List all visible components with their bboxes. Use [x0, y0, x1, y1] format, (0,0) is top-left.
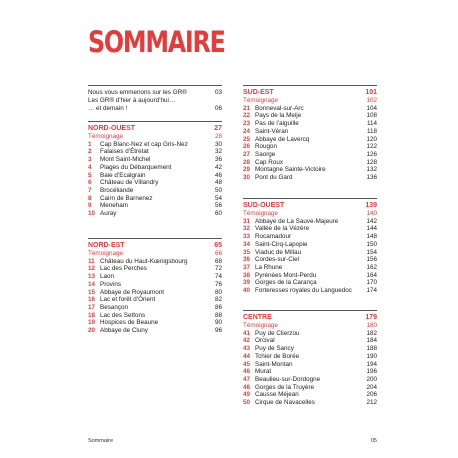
entry-label: Cairn de Barnenez: [100, 194, 153, 202]
temoignage-label: Témoignage: [243, 97, 279, 104]
entry-page: 30: [214, 140, 222, 148]
entry-page: 68: [214, 257, 222, 265]
entry-number: 40: [243, 287, 251, 295]
entry-page: 126: [366, 150, 377, 158]
toc-entry[interactable]: [243, 376, 377, 384]
entry-page: 190: [366, 352, 377, 360]
entry-page: 212: [366, 399, 377, 407]
intro-line[interactable]: … et demain ! 06: [88, 104, 222, 112]
entry-page: 36: [214, 156, 222, 164]
page-title: SOMMAIRE: [88, 25, 225, 59]
entry-page: 132: [366, 166, 377, 174]
entry-number: 16: [88, 296, 96, 304]
divider: [243, 310, 377, 311]
toc-entry-text: [243, 143, 277, 151]
entry-number: 7: [88, 186, 92, 194]
entry-number: 50: [243, 399, 251, 407]
entry-number: 8: [88, 194, 92, 202]
entry-label: Provins: [100, 280, 121, 288]
entry-page: 60: [214, 210, 222, 218]
toc-entry-text: [243, 120, 299, 128]
entry-page: 48: [214, 179, 222, 187]
entry-page: 196: [366, 368, 377, 376]
entry-number: 39: [243, 279, 251, 287]
toc-entry[interactable]: [243, 337, 377, 345]
toc-entry[interactable]: [88, 179, 222, 187]
toc-intro: [88, 85, 222, 113]
toc-section: [88, 121, 222, 218]
toc-entry[interactable]: [243, 159, 377, 167]
entry-page: 32: [214, 148, 222, 156]
section-page: 27: [214, 125, 222, 132]
toc-entry[interactable]: [243, 136, 377, 144]
divider: [88, 85, 222, 86]
section-title: CENTRE: [243, 314, 272, 321]
entry-label: Baie d’Ecalgrain: [100, 171, 146, 179]
toc-entry-text: [88, 172, 146, 180]
divider: [243, 85, 377, 86]
entry-label: Pyrénées Mont-Perdu: [255, 271, 317, 279]
entry-label: Bonneval-sur-Arc: [255, 104, 304, 112]
toc-entry-text: [243, 151, 275, 159]
toc-entry-text: [88, 304, 128, 312]
toc-entry[interactable]: [243, 272, 377, 280]
entry-number: 15: [88, 288, 96, 296]
entry-label: Saint-Montan: [255, 360, 293, 368]
toc-entry[interactable]: [243, 218, 377, 226]
temoignage-entry[interactable]: [243, 97, 377, 105]
toc-entry-text: [88, 202, 128, 210]
entry-label: Saorge: [255, 150, 276, 158]
entry-page: 194: [366, 360, 377, 368]
entry-page: 108: [366, 112, 377, 120]
entry-page: 164: [366, 271, 377, 279]
entry-page: 156: [366, 256, 377, 264]
toc-entry-text: [88, 179, 158, 187]
entry-label: Cap Roux: [255, 158, 284, 166]
toc-entry-text: [88, 258, 188, 266]
entry-page: 46: [214, 171, 222, 179]
entry-page: 76: [214, 280, 222, 288]
section-heading[interactable]: [88, 242, 222, 250]
entry-page: 88: [214, 311, 222, 319]
toc-entry-text: [88, 273, 114, 281]
toc-entry-text: [243, 287, 352, 295]
intro-line[interactable]: Nous vous emmenons sur les GR® 03: [88, 89, 222, 96]
toc-entry[interactable]: [243, 256, 377, 264]
entry-number: 42: [243, 337, 251, 345]
toc-entry[interactable]: [243, 128, 377, 136]
intro-line[interactable]: Les GR® d’hier à aujourd’hui…: [88, 96, 176, 104]
toc-entry-text: [88, 289, 164, 297]
section-heading[interactable]: [243, 202, 377, 210]
entry-number: 27: [243, 150, 251, 158]
entry-label: Montagne Sainte-Victoire: [255, 166, 326, 174]
entry-number: 6: [88, 179, 92, 187]
toc-entry[interactable]: [243, 105, 377, 113]
toc-entry[interactable]: [88, 172, 222, 180]
entry-number: 38: [243, 271, 251, 279]
entry-page: 50: [214, 186, 222, 194]
entry-label: Abbaye de Cluny: [100, 327, 148, 335]
toc-entry[interactable]: [88, 148, 222, 156]
entry-page: 56: [214, 202, 222, 210]
entry-label: Lac et forêt d’Orient: [100, 296, 156, 304]
entry-number: 4: [88, 163, 92, 171]
toc-entry[interactable]: [243, 264, 377, 272]
page-number: 05: [370, 438, 377, 444]
entry-number: 30: [243, 174, 251, 182]
entry-number: 29: [243, 166, 251, 174]
entry-number: 44: [243, 352, 251, 360]
toc-entry-text: [243, 128, 288, 136]
entry-label: Saint-Véran: [255, 127, 289, 135]
toc-section: [243, 310, 377, 407]
entry-number: 3: [88, 156, 92, 164]
toc-entry-text: [88, 319, 158, 327]
entry-page: 200: [366, 375, 377, 383]
entry-number: 36: [243, 256, 251, 264]
toc-entry-text: [243, 391, 299, 399]
entry-label: Château du Haut-Kœnigsbourg: [100, 257, 188, 265]
entry-label: Mont Saint-Michel: [100, 156, 151, 164]
toc-entry[interactable]: [88, 202, 222, 210]
section-page: 101: [365, 89, 377, 96]
toc-entry[interactable]: [243, 151, 377, 159]
toc-entry-text: [243, 233, 291, 241]
entry-number: 12: [88, 265, 96, 273]
entry-page: 104: [366, 104, 377, 112]
toc-section: [88, 238, 222, 335]
temoignage-label: Témoignage: [243, 322, 279, 329]
temoignage-page: 66: [214, 250, 222, 257]
entry-number: 32: [243, 225, 251, 233]
toc-entry[interactable]: [243, 330, 377, 338]
entry-label: Rougon: [255, 143, 278, 151]
toc-entry-text: [243, 337, 275, 345]
toc-entry-text: [243, 376, 320, 384]
entry-label: Saint-Cirq-Lapopie: [255, 240, 308, 248]
entry-page: 170: [366, 279, 377, 287]
section-title: NORD-EST: [88, 242, 125, 249]
entry-page: 136: [366, 174, 377, 182]
entry-label: Causse Méjean: [255, 391, 299, 399]
entry-label: Abbaye de La Sauve-Majeure: [255, 217, 339, 225]
entry-page: 96: [214, 327, 222, 335]
temoignage-page: 28: [214, 133, 222, 140]
entry-number: 35: [243, 248, 251, 256]
section-title: NORD-OUEST: [88, 125, 136, 132]
temoignage-entry[interactable]: [243, 210, 377, 218]
entry-number: 41: [243, 329, 251, 337]
toc-entry[interactable]: [243, 353, 377, 361]
section-title: SUD-OUEST: [243, 202, 285, 209]
toc-entry[interactable]: [88, 273, 222, 281]
entry-number: 23: [243, 120, 251, 128]
entry-label: Murat: [255, 368, 272, 376]
toc-entry-text: [243, 136, 309, 144]
entry-number: 37: [243, 263, 251, 271]
entry-page: 150: [366, 240, 377, 248]
entry-page: 182: [366, 329, 377, 337]
temoignage-label: Témoignage: [88, 133, 124, 140]
toc-entry[interactable]: [243, 345, 377, 353]
temoignage-page: 102: [366, 97, 377, 104]
toc-entry[interactable]: [88, 319, 222, 327]
entry-number: 20: [88, 327, 96, 335]
entry-label: Lac des Settons: [100, 311, 146, 319]
toc-entry-text: [243, 330, 299, 338]
entry-number: 47: [243, 375, 251, 383]
temoignage-entry[interactable]: [88, 250, 222, 258]
entry-label: Vallée de la Vézère: [255, 225, 310, 233]
toc-entry-text: [243, 368, 271, 376]
entry-label: Laon: [100, 273, 115, 281]
toc-entry[interactable]: [243, 279, 377, 287]
entry-label: Brocéliande: [100, 186, 134, 194]
entry-label: Abbaye de Royaumont: [100, 288, 165, 296]
toc-entry-text: [88, 296, 155, 304]
toc-entry-text: [243, 166, 326, 174]
footer-label: Sommaire: [88, 438, 114, 444]
toc-entry-text: [88, 187, 133, 195]
entry-page: 128: [366, 158, 377, 166]
entry-page: 82: [214, 296, 222, 304]
toc-entry[interactable]: [88, 281, 222, 289]
entry-page: 184: [366, 337, 377, 345]
entry-number: 45: [243, 360, 251, 368]
entry-page: 120: [366, 135, 377, 143]
toc-entry-text: [243, 174, 292, 182]
temoignage-entry[interactable]: [88, 133, 222, 141]
entry-page: 72: [214, 265, 222, 273]
section-page: 65: [214, 242, 222, 249]
toc-entry-text: [88, 312, 145, 320]
toc-entry[interactable]: [243, 233, 377, 241]
entry-page: 54: [214, 194, 222, 202]
toc-entry-text: [243, 345, 294, 353]
section-heading[interactable]: [243, 89, 377, 97]
entry-label: Pont du Gard: [255, 174, 293, 182]
entry-number: 31: [243, 217, 251, 225]
toc-entry-text: [243, 264, 282, 272]
toc-entry[interactable]: [243, 391, 377, 399]
entry-number: 28: [243, 158, 251, 166]
toc-entry-text: [243, 105, 304, 113]
toc-entry-text: [243, 225, 309, 233]
entry-label: Auray: [100, 210, 117, 218]
toc-entry-text: [243, 279, 317, 287]
toc-entry[interactable]: [243, 225, 377, 233]
entry-label: Château de Villandry: [100, 179, 159, 187]
section-title: SUD-EST: [243, 89, 274, 96]
toc-entry[interactable]: [243, 120, 377, 128]
toc-section: [243, 198, 377, 295]
entry-number: 34: [243, 240, 251, 248]
toc-entry[interactable]: [88, 289, 222, 297]
entry-label: Rocamadour: [255, 233, 292, 241]
divider: [88, 121, 222, 122]
entry-page: 122: [366, 143, 377, 151]
toc-entry[interactable]: [243, 241, 377, 249]
divider: [243, 198, 377, 199]
divider: [88, 238, 222, 239]
toc-entry[interactable]: [88, 265, 222, 273]
entry-label: Meneham: [100, 202, 129, 210]
toc-entry[interactable]: [243, 174, 377, 182]
section-heading[interactable]: [243, 314, 377, 322]
toc-entry-text: [88, 195, 153, 203]
toc-entry[interactable]: [243, 368, 377, 376]
entry-number: 1: [88, 140, 92, 148]
toc-entry-text: [243, 241, 308, 249]
temoignage-page: 140: [366, 210, 377, 217]
entry-number: 46: [243, 368, 251, 376]
section-page: 139: [365, 202, 377, 209]
toc-entry[interactable]: [243, 143, 377, 151]
toc-entry[interactable]: [243, 166, 377, 174]
entry-page: 118: [366, 127, 377, 135]
entry-page: 148: [366, 233, 377, 241]
toc-entry[interactable]: [88, 187, 222, 195]
toc-entry[interactable]: [88, 164, 222, 172]
entry-page: 206: [366, 391, 377, 399]
toc-entry-text: [243, 399, 315, 407]
entry-label: Puy de Sancy: [255, 345, 294, 353]
entry-label: Abbaye de Lavercq: [255, 135, 310, 143]
entry-number: 2: [88, 148, 92, 156]
entry-number: 24: [243, 127, 251, 135]
toc-entry-text: [88, 164, 171, 172]
entry-number: 21: [243, 104, 251, 112]
entry-number: 17: [88, 303, 96, 311]
entry-page: 154: [366, 248, 377, 256]
entry-page: 74: [214, 273, 222, 281]
entry-page: 114: [366, 120, 377, 128]
toc-entry[interactable]: [88, 156, 222, 164]
toc-entry-text: [243, 272, 316, 280]
toc-entry[interactable]: [88, 296, 222, 304]
toc-entry[interactable]: [88, 304, 222, 312]
toc-entry[interactable]: [243, 384, 377, 392]
toc-entry-text: [243, 218, 338, 226]
toc-entry[interactable]: [88, 195, 222, 203]
toc-entry-text: [243, 256, 299, 264]
entry-number: 33: [243, 233, 251, 241]
toc-entry-text: [243, 384, 314, 392]
entry-label: Forteresses royales du Languedoc: [255, 287, 352, 295]
entry-page: 90: [214, 319, 222, 327]
toc-entry[interactable]: [243, 287, 377, 295]
toc-entry-text: [88, 281, 121, 289]
entry-label: Pays de la Meije: [255, 112, 302, 120]
entry-label: Pas de l’aiguille: [255, 120, 299, 128]
entry-page: 86: [214, 303, 222, 311]
toc-entry-text: [88, 265, 147, 273]
toc-entry[interactable]: [243, 249, 377, 257]
entry-number: 25: [243, 135, 251, 143]
toc-entry[interactable]: [88, 258, 222, 266]
entry-label: Tchier de Borée: [255, 352, 300, 360]
entry-label: Beaulieu-sur-Dordogne: [255, 375, 321, 383]
temoignage-label: Témoignage: [243, 210, 279, 217]
entry-label: Cordes-sur-Ciel: [255, 256, 300, 264]
entry-label: Cap Blanc-Nez et cap Gris-Nez: [100, 140, 188, 148]
entry-label: Cirque de Navacelles: [255, 399, 315, 407]
section-heading[interactable]: [88, 125, 222, 133]
toc-entry-text: [243, 361, 292, 369]
toc-entry[interactable]: [88, 312, 222, 320]
entry-label: Puy de Clierzou: [255, 329, 300, 337]
entry-page: 162: [366, 263, 377, 271]
entry-label: Lac des Perches: [100, 265, 147, 273]
toc-entry[interactable]: [243, 361, 377, 369]
entry-label: Gorges de la Carança: [255, 279, 317, 287]
entry-page: 188: [366, 345, 377, 353]
entry-number: 14: [88, 280, 96, 288]
toc-entry-text: [243, 353, 299, 361]
toc-entry-text: [88, 148, 149, 156]
toc-entry-text: [243, 112, 301, 120]
toc-entry[interactable]: [243, 112, 377, 120]
toc-entry-text: [88, 327, 148, 335]
entry-number: 48: [243, 383, 251, 391]
entry-page: 42: [214, 163, 222, 171]
entry-number: 19: [88, 319, 96, 327]
entry-number: 49: [243, 391, 251, 399]
temoignage-label: Témoignage: [88, 250, 124, 257]
entry-number: 11: [88, 257, 95, 265]
entry-label: Viaduc de Millau: [255, 248, 302, 256]
entry-number: 43: [243, 345, 251, 353]
toc-section: [243, 85, 377, 182]
section-page: 179: [365, 314, 377, 321]
toc-entry-text: [243, 249, 301, 257]
entry-label: La Rhune: [255, 263, 283, 271]
entry-label: Hospices de Beaune: [100, 319, 159, 327]
entry-page: 144: [366, 225, 377, 233]
toc-entry-text: [88, 156, 150, 164]
entry-label: Falaises d’Étretat: [100, 148, 149, 156]
entry-label: Gorges de la Truyère: [255, 383, 315, 391]
entry-number: 22: [243, 112, 251, 120]
toc-entry[interactable]: [243, 399, 377, 407]
entry-number: 13: [88, 273, 96, 281]
temoignage-entry[interactable]: [243, 322, 377, 330]
entry-label: Besançon: [100, 303, 129, 311]
entry-number: 18: [88, 311, 96, 319]
toc-entry-text: [243, 159, 283, 167]
entry-page: 80: [214, 288, 222, 296]
toc-entry-text: [88, 210, 116, 218]
entry-label: Plages du Débarquement: [100, 163, 172, 171]
entry-label: Orcival: [255, 337, 275, 345]
entry-page: 204: [366, 383, 377, 391]
entry-page: 142: [366, 217, 377, 225]
toc-entry[interactable]: [88, 327, 222, 335]
entry-number: 5: [88, 171, 92, 179]
entry-number: 26: [243, 143, 251, 151]
entry-number: 9: [88, 202, 92, 210]
entry-page: 174: [366, 287, 377, 295]
temoignage-page: 180: [366, 322, 377, 329]
entry-number: 10: [88, 210, 96, 218]
toc-entry[interactable]: [88, 210, 222, 218]
